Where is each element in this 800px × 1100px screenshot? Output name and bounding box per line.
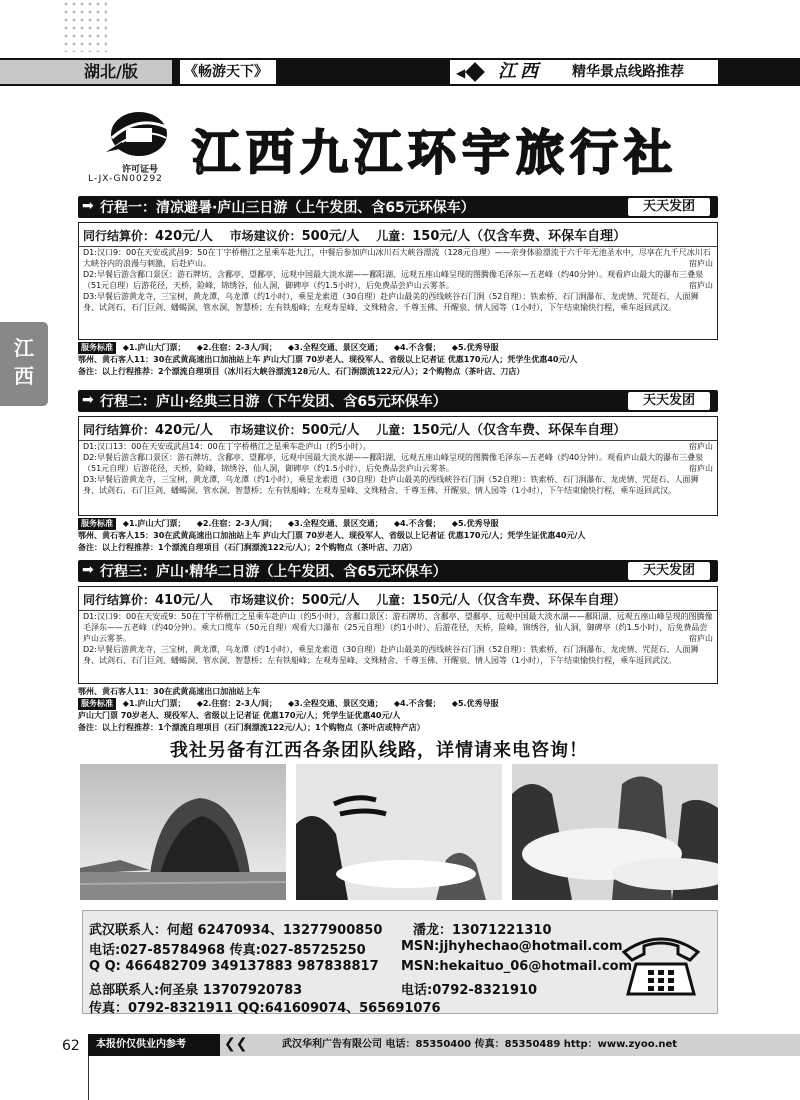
- contact-qq: Q Q: 466482709 349137883 987838817: [89, 959, 379, 974]
- chevron-left-icon: ❮❮: [224, 1036, 248, 1052]
- tour-2-day-3: D3:早餐后游黄龙寺，三宝树，黄龙潭，乌龙潭（约1小时），乘星龙索道（30自理）赴庐山最美的西线峡谷石门涧（52自理）：铁索桥、石门涧瀑布、龙虎情、咒琵石、人面狮身、试剑石、石门巨剑、蟠蝎洞、管水洞、智慧桥；左有铁船峰；左观寿星峰、文殊精舍、千尊玉佛、开醒泉、情人园等（1小时），下午结束愉快行程，乘车返回武汉。: [83, 475, 699, 495]
- tour-1-pickup: 鄂州、黄石客人11：30在武黄高速出口加油站上车 庐山大门票 70岁老人、现役军人、省级以上记者证 优惠170元/人；凭学生优惠40元/人: [78, 355, 578, 364]
- tour-3-day-2: D2:早餐后游黄龙寺，三宝树，黄龙潭，乌龙潭（约1小时），乘星龙索道（30自理）赴庐山最美的西线峡谷石门涧（52自理）：铁索桥、石门涧瀑布、龙虎情、咒琵石、人面狮身、试剑石、石门巨剑、蟠蝎洞、管水洞、智慧桥；左有铁船峰；左观寿星峰、文殊精舍、千尊玉佛、开醒泉、情人园等（1小时），下午结束愉快行程，乘车返回武汉。: [83, 645, 699, 665]
- tour-3-title: 行程三：庐山·精华二日游（上午发团、含65元环保车）: [100, 564, 447, 580]
- province-title: 江西: [498, 61, 542, 82]
- tour-1-services: 服务标准 ◆1.庐山大门票； ◆2.住宿：2-3人/间； ◆3.全程交通、景区交通； ◆4.不含餐； ◆5.优秀导服: [78, 342, 718, 354]
- tour-1-tag: 天天发团: [628, 198, 710, 216]
- diamond-icon: [465, 62, 485, 82]
- tour-2-pickup: 鄂州、黄石客人15：30在武黄高速出口加油站上车 庐山大门票 70岁老人、现役军人、省级以上记者证 优惠170元/人；凭学生证优惠40元/人: [78, 531, 586, 540]
- tour-3-header: [78, 560, 718, 582]
- tour-2-day-2: D2:早餐后游含鄱口景区：游石牌坊、含鄱亭、望鄱亭，远观中国最大淡水湖——鄱阳湖、远观五座山峰呈现的图腾像毛泽东—五老峰（约40分钟）。观看庐山最大的瀑布三叠泉（51元自理）后游花径，天桥，险峰，锦绣谷，仙人洞，御碑亭（约1.5小时），后免费品尝庐山云雾茶。 宿庐山: [83, 453, 713, 473]
- tour-3-prices: 同行结算价：410元/人 市场建议价：500元/人 儿童：150元/人（仅含车费、环保车自理）: [79, 587, 717, 611]
- contact-phone-fax: 电话:027-85784968 传真:027-85725250: [89, 943, 366, 958]
- tour-3-tag: 天天发团: [628, 562, 710, 580]
- tour-1-box: [78, 222, 718, 340]
- tour-3-services: 服务标准 ◆1.庐山大门票； ◆2.住宿：2-3人/间； ◆3.全程交通、景区交通； ◆4.不含餐； ◆5.优秀导服: [78, 698, 718, 710]
- tour-2-header: [78, 390, 718, 412]
- page-number: 62: [62, 1038, 80, 1054]
- tour-3-day-1: D1:汉口9：00在天安或9：50在丁字桥楷江之星乘车赴庐山（约5小时），含鄱口景区：游石牌坊、含鄱亭、望鄱亭、远观中国最大淡水湖——鄱阳湖、远观五座山峰呈现的图腾像毛泽东——五老峰（约40分钟）。乘大口缆车（50元自理）观看大口瀑布（25元自理）（约1小时）、后游花径，天桥，险峰，锦绣谷，仙人洞，御碑亭（约1.5小时），后免费品尝庐山云雾茶。 宿庐山: [83, 612, 713, 643]
- tour-2-prices: 同行结算价：420元/人 市场建议价：500元/人 儿童：150元/人（仅含车费、环保车自理）: [79, 417, 717, 441]
- arrow-left-icon: ◀: [456, 66, 466, 80]
- footer-bar: [88, 1034, 800, 1056]
- page-header: [0, 58, 800, 86]
- slogan: 我社另备有江西各条团队线路，详情请来电咨询！: [170, 740, 588, 761]
- license-number: L-JX-GN00292: [88, 174, 163, 184]
- telephone-icon: [618, 930, 704, 1000]
- side-tab-label: 江西: [14, 336, 34, 388]
- contact-hq-phone: 电话:0792-8321910: [401, 983, 538, 998]
- dot-pattern: [62, 0, 107, 52]
- tour-1-header: [78, 196, 718, 218]
- tour-1-prices: 同行结算价：420元/人 市场建议价：500元/人 儿童：150元/人（仅含车费、环保车自理）: [79, 223, 717, 247]
- tour-1-day-3: D3:早餐后游黄龙寺，三宝树，黄龙潭，乌龙潭（约1小时），乘星龙索道（30自理）赴庐山最美的西线峡谷石门涧（52自理）：铁索桥、石门涧瀑布、龙虎情、咒琵石、人面狮身、试剑石、石门巨剑、蟠蝎洞、管水洞、智慧桥；左有铁船峰；左观寿星峰、文殊精舍、千尊玉佛、开醒泉、情人园等（1小时），下午结束愉快行程，乘车返回武汉。: [83, 292, 699, 312]
- arrow-right-icon: ➡: [82, 198, 94, 214]
- contact-msn-2: MSN:hekaituo_06@hotmail.com: [401, 959, 633, 974]
- agency-name: 江西九江环宇旅行社: [192, 125, 679, 181]
- tour-2-title: 行程二：庐山·经典三日游（下午发团、含65元环保车）: [100, 394, 447, 410]
- recommend-box: [450, 60, 718, 84]
- tour-3-discount: 庐山大门票 70岁老人、现役军人、省级以上记者证 优惠170元/人；凭学生证优惠40元/人: [78, 711, 401, 720]
- tour-3-pickup: 鄂州、黄石客人11：30在武黄高速出口加油站上车: [78, 687, 261, 696]
- footer-note: 本报价仅供业内参考: [88, 1034, 220, 1056]
- contact-panlong: 潘龙：13071221310: [413, 923, 552, 938]
- side-tab: [0, 322, 48, 406]
- tour-2-remark: 备注：以上行程推荐：1个漂流自理项目（石门涧漂流122元/人）；2个购物点（茶叶店、刀店）: [78, 543, 417, 552]
- tour-2-tag: 天天发团: [628, 392, 710, 410]
- tour-3-info: [78, 686, 718, 734]
- tour-2-day-1: D1:汉口13：00在天安或武昌14：00在丁字桥楷江之星乘车赴庐山（约5小时）。 宿庐山: [83, 442, 713, 451]
- license-label: 许可证号: [122, 165, 159, 175]
- photo-mountain-lake: [80, 764, 286, 900]
- tour-1-remark: 备注：以上行程推荐：2个漂流自理项目（冰川石大峡谷漂流128元/人、石门涧漂流122元/人）；2个购物点（茶叶店、刀店）: [78, 367, 525, 376]
- agency-logo: [88, 108, 184, 190]
- contact-headquarters: 总部联系人:何圣泉 13707920783: [89, 983, 303, 998]
- photo-pine-cliff: [296, 764, 502, 900]
- edition-label: 湖北/版: [0, 60, 172, 84]
- tour-2-box: [78, 416, 718, 516]
- tour-3-remark: 备注：以上行程推荐：1个漂流自理项目（石门涧漂流122元/人）；1个购物点（茶叶店或特产店）: [78, 723, 425, 732]
- contact-msn-1: MSN:jjhyhechao@hotmail.com: [401, 939, 623, 954]
- recommend-title: 精华景点线路推荐: [572, 64, 684, 80]
- photo-misty-peaks: [512, 764, 718, 900]
- tour-1-info: [78, 342, 718, 378]
- divider: [88, 1056, 89, 1100]
- tour-1-title: 行程一：清凉避暑·庐山三日游（上午发团、含65元环保车）: [100, 200, 475, 216]
- logo-emblem-icon: [104, 108, 174, 162]
- tour-3-box: [78, 586, 718, 684]
- tour-2-info: [78, 518, 718, 554]
- tour-2-services: 服务标准 ◆1.庐山大门票； ◆2.住宿：2-3人/间； ◆3.全程交通、景区交通； ◆4.不含餐； ◆5.优秀导服: [78, 518, 718, 530]
- arrow-right-icon: ➡: [82, 562, 94, 578]
- arrow-right-icon: ➡: [82, 392, 94, 408]
- contact-wuhan: 武汉联系人：何超 62470934、13277900850: [89, 923, 383, 938]
- tour-1-day-1: D1:汉口9：00在天安或武昌9：50在丁字桥楷江之星乘车赴九江，中餐后参加庐山冰川石大峡谷漂流（128元自理）——亲身体验漂流于六千年无池圣水中，尽享在九千尺冰川石大峡谷内的浪漫与刺激，后赴庐山。 宿庐山: [83, 248, 713, 268]
- magazine-name: 《畅游天下》: [180, 60, 276, 84]
- tour-1-day-2: D2:早餐后游含鄱口景区：游石牌坊、含鄱亭、望鄱亭，远观中国最大淡水湖——鄱阳湖、远观五座山峰呈现的图腾像毛泽东—五老峰（约40分钟）。观看庐山最大的瀑布三叠泉（51元自理）后游花径，天桥，险峰，锦绣谷，仙人洞，御碑亭（约1.5小时），后免费品尝庐山云雾茶。 宿庐山: [83, 270, 713, 290]
- contact-hq-fax-qq: 传真：0792-8321911 QQ:641609074、565691076: [89, 1001, 441, 1016]
- footer-company: 武汉华利广告有限公司 电话：85350400 传真：85350489 http：www.zyoo.net: [282, 1039, 678, 1050]
